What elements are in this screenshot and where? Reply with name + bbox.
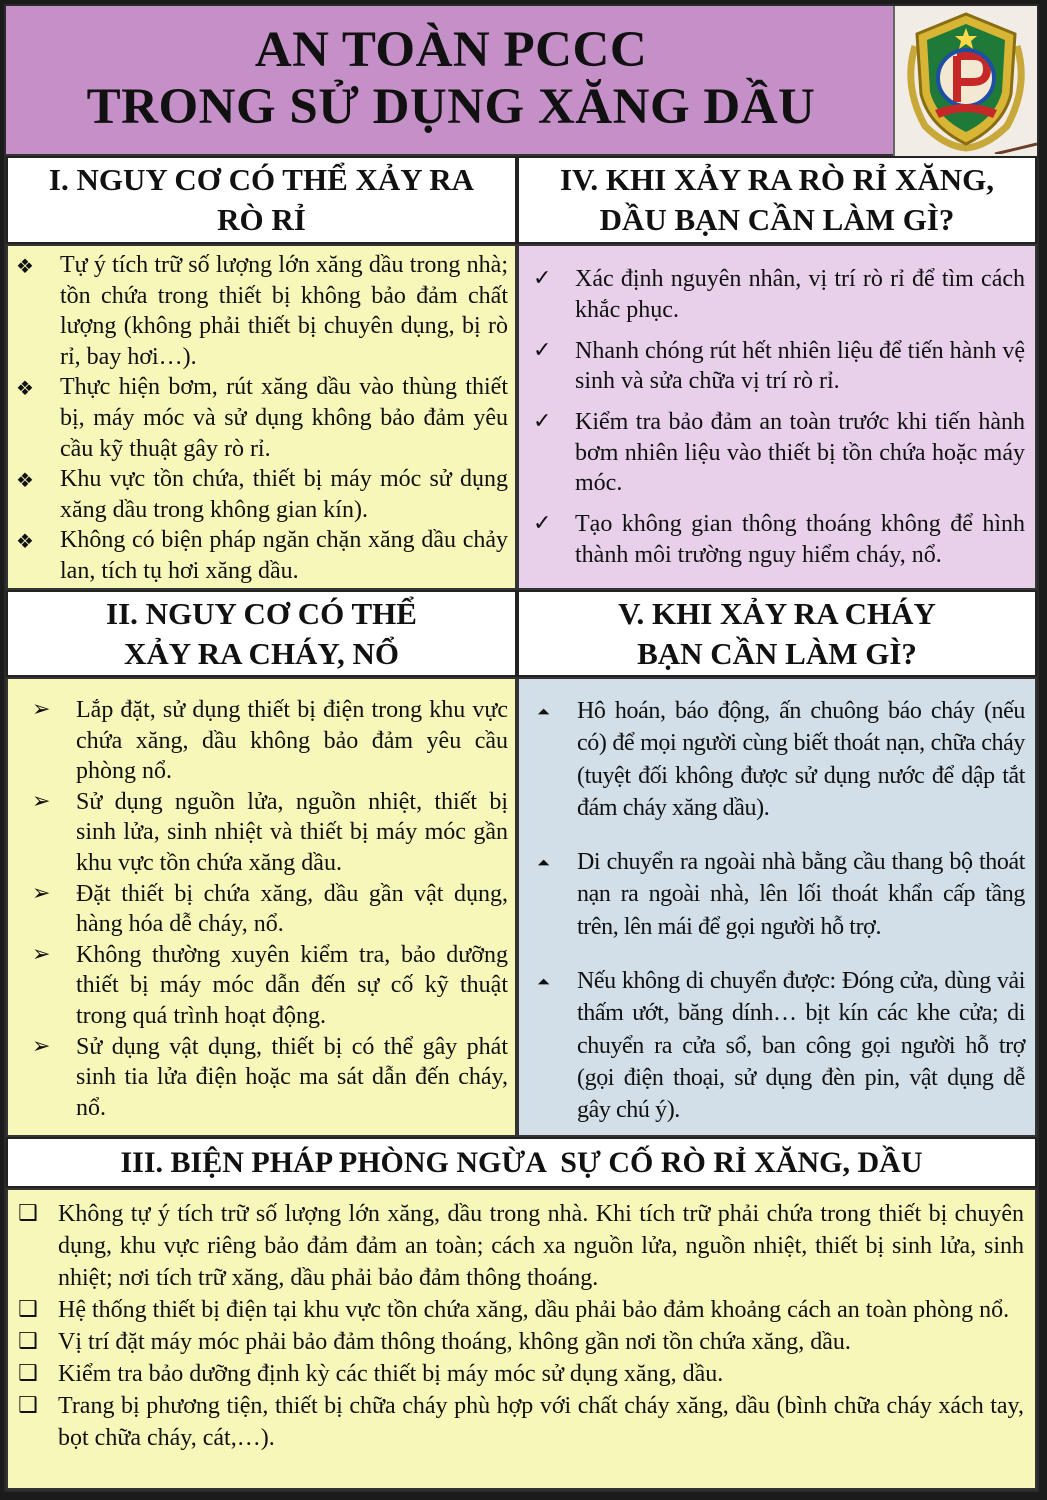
list-item: ➢ Sử dụng nguồn lửa, nguồn nhiệt, thiết bị sinh lửa, sinh nhiệt và thiết bị máy móc gần khu vực tồn chứa xăng dầu. [32, 788, 508, 876]
arrow-bullet-icon: ➢ [32, 941, 51, 967]
section-4-panel [517, 244, 1037, 590]
list-item: ❑ Hệ thống thiết bị điện tại khu vực tồn chứa xăng, dầu phải bảo đảm khoảng cách an toàn phòng nổ. [16, 1294, 1024, 1326]
list-item: ➢ Lắp đặt, sử dụng thiết bị điện trong khu vực chứa xăng, dầu không bảo đảm yêu cầu phòng nổ. [32, 697, 508, 785]
list-item: ✓ Xác định nguyên nhân, vị trí rò rỉ để tìm cách khắc phục. [533, 266, 1025, 323]
title-banner [6, 6, 1037, 156]
section-3-heading [6, 1137, 1037, 1188]
section-5-heading-line-1: V. KHI XẢY RA CHÁY [618, 595, 936, 631]
section-1-panel [6, 244, 517, 590]
title-line-2: TRONG SỬ DỤNG XĂNG DẦU [86, 79, 816, 135]
checkmark-icon: ✓ [533, 511, 552, 537]
section-5-heading [517, 590, 1037, 677]
arrow-bullet-icon: ➢ [32, 1033, 51, 1059]
list-item: ❑ Trang bị phương tiện, thiết bị chữa cháy phù hợp với chất cháy xăng, dầu (bình chữa cháy xách tay, bọt chữa cháy, cát,…). [16, 1390, 1024, 1454]
list-item: ➢ Đặt thiết bị chứa xăng, dầu gần vật dụng, hàng hóa dễ cháy, nổ. [32, 880, 508, 938]
section-5-heading-line-2: BẠN CẦN LÀM GÌ? [637, 635, 917, 671]
section-1-heading [6, 156, 517, 244]
arrow-bullet-icon: ➢ [32, 788, 51, 814]
diamond-bullet-icon: ❖ [16, 468, 34, 493]
checkmark-icon: ✓ [533, 266, 552, 291]
up-arrowhead-bullet-icon: ⏶ [537, 702, 550, 721]
list-item: ✓ Tạo không gian thông thoáng không để hình thành môi trường nguy hiểm cháy, nổ. [533, 511, 1025, 568]
poster-title [6, 22, 896, 136]
list-item: ❖ Khu vực tồn chứa, thiết bị máy móc sử dụng xăng dầu trong không gian kín). [16, 466, 508, 523]
section-4-heading-line-1: IV. KHI XẢY RA RÒ RỈ XĂNG, [559, 162, 995, 197]
list-item: ❑ Vị trí đặt máy móc phải bảo đảm thông thoáng, không gần nơi tồn chứa xăng, dầu. [16, 1326, 1024, 1358]
list-item: ❑ Không tự ý tích trữ số lượng lớn xăng, dầu trong nhà. Khi tích trữ phải chứa trong thiết bị chuyên dụng, khu vực riêng bảo đảm đảm an toàn; cách xa nguồn lửa, nguồn nhiệt, thiết bị sinh lửa, sinh nhiệt; nơi tích trữ xăng, dầu phải bảo đảm thông thoáng. [16, 1198, 1024, 1294]
arrow-bullet-icon: ➢ [32, 880, 51, 906]
section-2-heading-line-2: XẢY RA CHÁY, NỔ [123, 635, 399, 671]
section-3-heading-text: III. BIỆN PHÁP PHÒNG NGỪA SỰ CỐ RÒ RỈ XĂNG, DẦU [120, 1145, 923, 1179]
section-3-panel [6, 1188, 1037, 1490]
list-item: ➢ Sử dụng vật dụng, thiết bị có thể gây phát sinh tia lửa điện hoặc ma sát dẫn đến cháy, nổ. [32, 1033, 508, 1121]
list-item: ⏶ Di chuyển ra ngoài nhà bằng cầu thang bộ thoát nạn ra ngoài nhà, lên lối thoát khẩn cấp tầng trên, lên mái để gọi người hỗ trợ. [537, 849, 1025, 940]
checkmark-icon: ✓ [533, 409, 552, 435]
list-item: ❑ Kiểm tra bảo dưỡng định kỳ các thiết bị máy móc sử dụng xăng, dầu. [16, 1358, 1024, 1390]
section-1-heading-line-1: I. NGUY CƠ CÓ THỂ XẢY RA [48, 162, 475, 197]
list-item: ❖ Không có biện pháp ngăn chặn xăng dầu chảy lan, tích tụ hơi xăng dầu. [16, 527, 508, 584]
square-bullet-icon: ❑ [18, 1361, 38, 1386]
up-arrowhead-bullet-icon: ⏶ [537, 972, 550, 992]
diamond-bullet-icon: ❖ [16, 529, 34, 554]
checkmark-icon: ✓ [533, 337, 552, 363]
diamond-bullet-icon: ❖ [16, 254, 34, 278]
list-item: ✓ Nhanh chóng rút hết nhiên liệu để tiến hành vệ sinh và sửa chữa vị trí rò rỉ. [533, 337, 1025, 395]
list-item: ❖ Thực hiện bơm, rút xăng dầu vào thùng thiết bị, máy móc và sử dụng không bảo đảm yêu cầu kỹ thuật gây rò rỉ. [16, 374, 508, 462]
list-item: ❖ Tự ý tích trữ số lượng lớn xăng dầu trong nhà; tồn chứa trong thiết bị không bảo đảm chất lượng (không phải thiết bị chuyên dụng, bị rò rỉ, bay hơi…). [16, 252, 508, 370]
fire-police-shield-emblem-icon [895, 6, 1037, 154]
arrow-bullet-icon: ➢ [32, 697, 51, 722]
square-bullet-icon: ❑ [18, 1329, 38, 1354]
section-4-heading-line-2: DẦU BẠN CẦN LÀM GÌ? [599, 202, 955, 237]
logo [893, 6, 1037, 156]
section-4-heading [517, 156, 1037, 244]
list-item: ⏶ Hô hoán, báo động, ấn chuông báo cháy (nếu có) để mọi người cùng biết thoát nạn, chữa cháy (tuyệt đối không được sử dụng nước để dập tắt đám cháy xăng dầu). [537, 698, 1025, 821]
title-line-1: AN TOÀN PCCC [254, 22, 648, 78]
section-5-panel [517, 677, 1037, 1137]
diamond-bullet-icon: ❖ [16, 376, 34, 401]
section-2-heading [6, 590, 517, 677]
section-1-heading-line-2: RÒ RỈ [217, 202, 306, 237]
square-bullet-icon: ❑ [18, 1201, 38, 1226]
list-item: ➢ Không thường xuyên kiểm tra, bảo dưỡng thiết bị máy móc dẫn đến sự cố kỹ thuật trong quá trình hoạt động. [32, 941, 508, 1029]
square-bullet-icon: ❑ [18, 1393, 38, 1418]
section-2-panel [6, 677, 517, 1137]
list-item: ✓ Kiểm tra bảo đảm an toàn trước khi tiến hành bơm nhiên liệu vào thiết bị tồn chứa hoặc máy móc. [533, 409, 1025, 497]
up-arrowhead-bullet-icon: ⏶ [537, 853, 550, 873]
section-2-heading-line-1: II. NGUY CƠ CÓ THỂ [106, 595, 417, 631]
list-item: ⏶ Nếu không di chuyển được: Đóng cửa, dùng vải thấm ướt, băng dính… bịt kín các khe cửa; di chuyển ra cửa sổ, ban công gọi người hỗ trợ (gọi điện thoại, sử dụng đèn pin, vật dụng dễ gây chú ý). [537, 968, 1025, 1124]
square-bullet-icon: ❑ [18, 1297, 38, 1322]
